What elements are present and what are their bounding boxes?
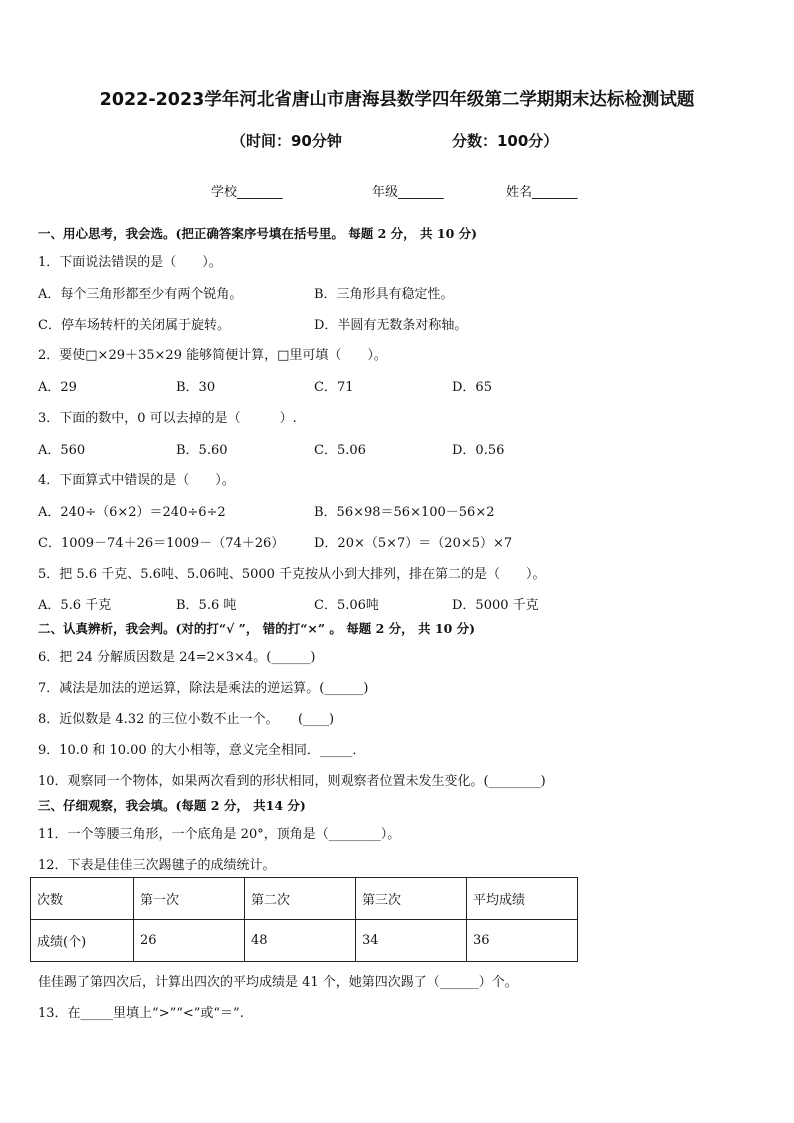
section-1-heading: 一、用心思考，我会选。(把正确答案序号填在括号里。 每题 2 分， 共 10 分)	[38, 226, 478, 241]
table-cell: 第三次	[356, 878, 467, 920]
question-11: 11．一个等腰三角形，一个底角是 20°，顶角是（________）。	[38, 827, 401, 842]
school-field: 学校_______	[211, 185, 283, 200]
table-cell: 次数	[31, 878, 134, 920]
q2-option-c: C．71	[314, 380, 354, 395]
question-8: 8．近似数是 4.32 的三位小数不止一个。 (____)	[38, 712, 335, 727]
q5-option-b: B．5.6 吨	[176, 598, 237, 613]
q3-option-a: A．560	[38, 443, 86, 458]
q1-option-b: B．三角形具有稳定性。	[314, 287, 454, 302]
section-2-heading: 二、认真辨析，我会判。(对的打“√ ”， 错的打“×” 。 每题 2 分， 共 10 分)	[38, 621, 476, 636]
table-cell: 第二次	[245, 878, 356, 920]
question-10: 10．观察同一个物体，如果两次看到的形状相同，则观察者位置未发生变化。(________)	[38, 774, 546, 789]
table-cell: 成绩(个)	[31, 920, 134, 962]
question-3: 3．下面的数中，0 可以去掉的是（ ）.	[38, 411, 297, 426]
q2-option-b: B．30	[176, 380, 216, 395]
question-9: 9．10.0 和 10.00 的大小相等，意义完全相同．_____．	[38, 743, 366, 758]
table-header-row	[31, 878, 578, 920]
table-cell: 36	[467, 920, 578, 962]
table-cell: 48	[245, 920, 356, 962]
q4-option-b: B．56×98＝56×100－56×2	[314, 505, 495, 520]
question-1: 1．下面说法错误的是（ ）。	[38, 255, 222, 270]
q1-option-d: D．半圆有无数条对称轴。	[314, 318, 468, 333]
exam-score: 分数：100分）	[452, 132, 559, 150]
question-6: 6．把 24 分解质因数是 24=2×3×4。(______)	[38, 650, 316, 665]
table-cell: 平均成绩	[467, 878, 578, 920]
grade-field: 年级_______	[372, 185, 444, 200]
question-2: 2．要使□×29＋35×29 能够简便计算，□里可填（ ）。	[38, 348, 387, 363]
section-3-heading: 三、仔细观察，我会填。(每题 2 分， 共14 分)	[38, 798, 306, 813]
q3-option-b: B．5.60	[176, 443, 228, 458]
table-cell: 26	[134, 920, 245, 962]
name-field: 姓名_______	[506, 185, 578, 200]
table-cell: 第一次	[134, 878, 245, 920]
question-4: 4．下面算式中错误的是（ ）。	[38, 473, 235, 488]
table-cell: 34	[356, 920, 467, 962]
question-5: 5．把 5.6 千克、5.6吨、5.06吨、5000 千克按从小到大排列，排在第二的是（ ）。	[38, 567, 546, 582]
q5-option-d: D．5000 千克	[452, 598, 539, 613]
q2-option-a: A．29	[38, 380, 77, 395]
q5-option-a: A．5.6 千克	[38, 598, 112, 613]
q4-option-c: C．1009－74＋26＝1009－（74＋26）	[38, 536, 285, 551]
q1-option-c: C．停车场转杆的关闭属于旋转。	[38, 318, 230, 333]
q4-option-a: A．240÷（6×2）＝240÷6÷2	[38, 505, 226, 520]
question-13: 13．在_____里填上“>”“<”或“＝”.	[38, 1006, 244, 1021]
q5-option-c: C．5.06吨	[314, 598, 379, 613]
q4-option-d: D．20×（5×7）＝（20×5）×7	[314, 536, 513, 551]
score-table	[30, 877, 578, 962]
q2-option-d: D．65	[452, 380, 492, 395]
question-7: 7．减法是加法的逆运算，除法是乘法的逆运算。(______)	[38, 681, 369, 696]
page-title: 2022-2023学年河北省唐山市唐海县数学四年级第二学期期末达标检测试题	[99, 90, 695, 110]
exam-time: （时间：90分钟	[231, 132, 342, 150]
question-12-followup: 佳佳踢了第四次后，计算出四次的平均成绩是 41 个，她第四次踢了（______）个。	[38, 975, 518, 990]
q3-option-d: D．0.56	[452, 443, 505, 458]
q1-option-a: A．每个三角形都至少有两个锐角。	[38, 287, 243, 302]
question-12: 12．下表是佳佳三次踢毽子的成绩统计。	[38, 858, 276, 873]
q3-option-c: C．5.06	[314, 443, 366, 458]
table-row	[31, 920, 578, 962]
